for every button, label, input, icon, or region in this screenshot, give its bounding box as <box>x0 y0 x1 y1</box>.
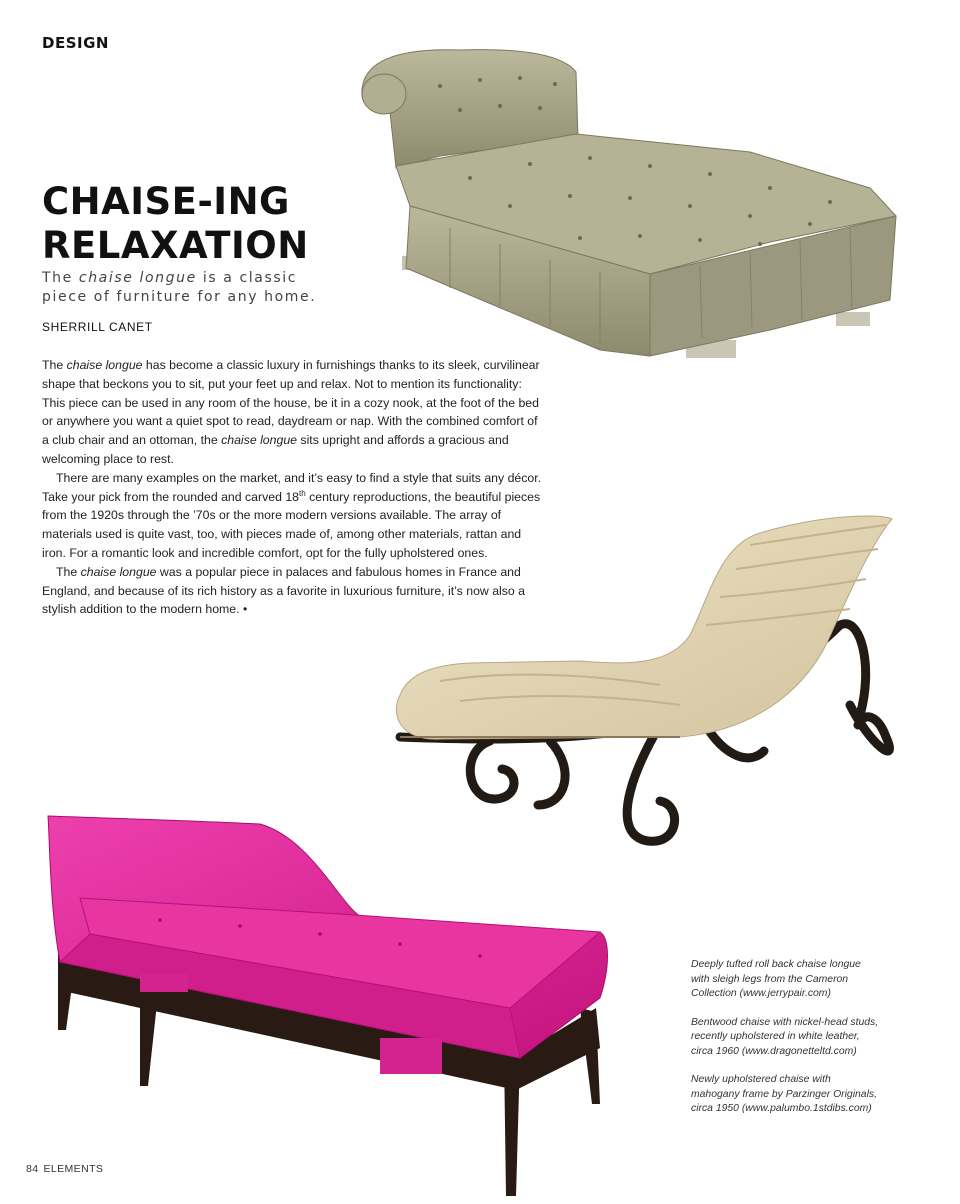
body-text-run: sits upright and affords a gracious and welcoming place to rest. <box>42 433 509 466</box>
body-text-run: There are many examples on the market, and it’s easy to find a style that suits any décor. Take your pick from the rounded and carved 18 <box>42 470 542 504</box>
body-text-run: has become a classic luxury in furnishings thanks to its sleek, curvilinear shape that beckons you to sit, put your feet up and relax. Not to mention its functionality: This piece can be used in any room of the house, be it in a cozy nook, at the foot of the bed or anywhere you want a quiet spot to read, daydream or nap. With the combined comfort of a club chair and an ottoman, the <box>42 358 540 448</box>
dek <box>42 269 332 307</box>
magazine-name: ELEMENTS <box>43 1163 104 1175</box>
pink-chaise-photo <box>40 808 620 1200</box>
body-text-run: The <box>42 358 67 372</box>
body-italic-run: chaise longue <box>80 564 157 579</box>
headline <box>42 180 362 268</box>
superscript: th <box>299 488 306 498</box>
caption-tufted-chaise: Deeply tufted roll back chaise longue with sleigh legs from the Cameron Collection (www.jerrypair.com) <box>691 959 861 999</box>
dek-text: is a classic piece of furniture for any home. <box>42 270 317 305</box>
tufted-chaise-photo <box>350 38 910 388</box>
byline: SHERRILL CANET <box>42 320 153 334</box>
headline-line-2: RELAXATION <box>42 224 309 267</box>
caption-pink-chaise: Newly upholstered chaise with mahogany frame by Parzinger Originals, circa 1950 (www.palumbo.1stdibs.com) <box>691 1074 877 1114</box>
body-text-run: The <box>56 564 81 579</box>
body-text-run: century reproductions, the beautiful pieces from the 1920s through the ’70s or the more modern versions available. The array of materials used is quite vast, too, with pieces made of, among other materials, rattan and iron. For a romantic look and incredible comfort, opt for the fully upholstered ones. <box>42 489 541 560</box>
page-folio <box>26 1163 103 1175</box>
body-italic-run: chaise longue <box>66 358 143 372</box>
headline-line-1: CHAISE-ING <box>42 180 290 223</box>
caption-bentwood-chaise: Bentwood chaise with nickel-head studs, recently upholstered in white leather, circa 1960 (www.dragonetteltd.com) <box>691 1016 879 1057</box>
body-text-run: was a popular piece in palaces and fabulous homes in France and England, and because of its rich history as a favorite in luxurious furniture, it’s now also a stylish addition to the modern home. • <box>42 564 526 617</box>
dek-italic: chaise longue <box>78 270 197 286</box>
photo-captions <box>691 958 881 1131</box>
bentwood-chaise-photo <box>380 505 910 855</box>
section-label: DESIGN <box>42 34 109 52</box>
page-number: 84 <box>26 1163 39 1175</box>
dek-text: The <box>42 270 79 286</box>
chaise-leg <box>836 312 870 326</box>
body-italic-run: chaise longue <box>221 433 297 448</box>
